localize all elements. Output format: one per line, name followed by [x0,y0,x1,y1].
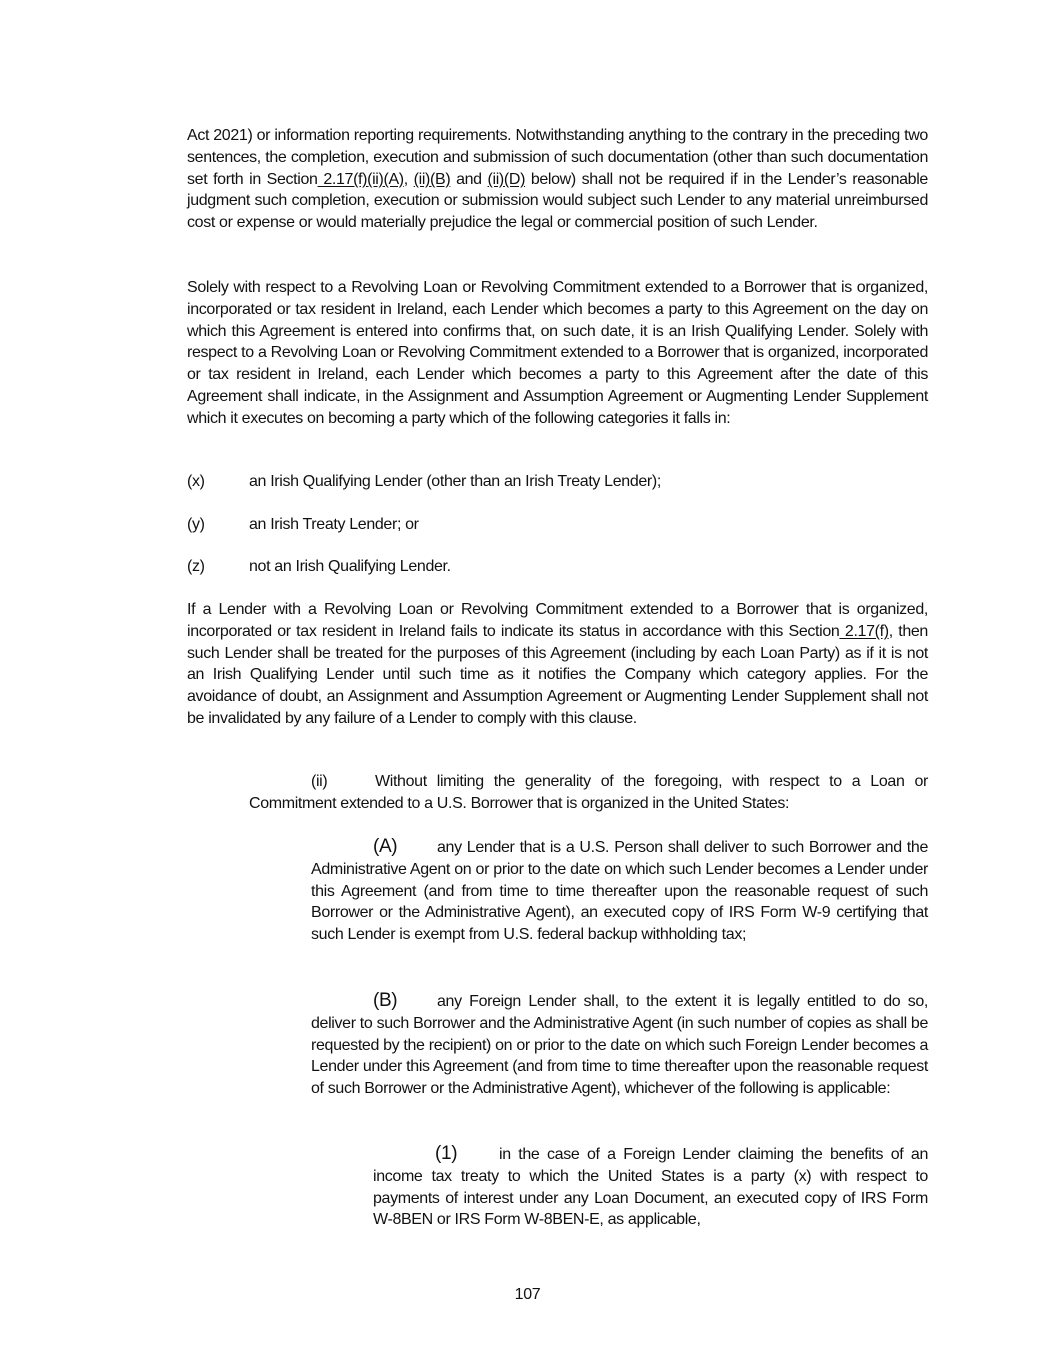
section-reference: (ii)(B) [413,170,451,188]
list-text: an Irish Treaty Lender; or [249,516,419,533]
list-text: not an Irish Qualifying Lender. [249,558,451,575]
clause-text: in the case of a Foreign Lender claiming the benefits of an income tax treaty to which the United States is a party (x) with respect to payments of interest under any Loan Document, an executed copy of IRS Form W-8BEN or IRS Form W-8BEN-E, as applicable, [373,1146,928,1229]
clause-A [311,836,928,946]
separator: , [403,170,414,188]
paragraph-text: Act 2021) or information reporting requirements. Notwithstanding anything to the contrary in the preceding two sentences, the completion, execution and submission of such documentation (other than such documentation set forth in Section [187,127,928,188]
section-reference: 2.17(f) [839,622,889,640]
paragraph-text: , then such Lender shall be treated for the purposes of this Agreement (including by each Loan Party) as if it is not an Irish Qualifying Lender until such time as it notifies the Company which category applies. For the avoidance of doubt, an Assignment and Assumption Agreement or Augmenting Lender Supplement shall not be invalidated by any failure of a Lender to comply with this clause. [187,622,928,727]
clause-label: (ii) [311,773,328,790]
clause-label: (B) [373,990,398,1011]
clause-B [311,990,928,1100]
clause-ii [249,771,928,815]
list-marker: (z) [187,558,205,575]
paragraph-irish-lender: Solely with respect to a Revolving Loan or Revolving Commitment extended to a Borrower that is organized, incorporated or tax resident in Ireland, each Lender which becomes a party to this Agreement on the day on which this Agreement is entered into confirms that, on such date, it is an Irish Qualifying Lender. Solely with respect to a Revolving Loan or Revolving Commitment extended to a Borrower that is organized, incorporated or tax resident in Ireland, each Lender which becomes a party to this Agreement after the date of this Agreement shall indicate, in the Assignment and Assumption Agreement or Augmenting Lender Supplement which it executes on becoming a party which of the following categories it falls in: [187,279,928,427]
list-marker: (y) [187,516,205,533]
paragraph-reporting-requirements [187,125,928,234]
clause-1 [373,1143,928,1231]
clause-text: any Lender that is a U.S. Person shall deliver to such Borrower and the Administrative Agent on or prior to the date on which such Lender becomes a Lender under this Agreement (and from time to time thereafter upon the reasonable request of such Borrower or the Administrative Agent), an executed copy of IRS Form W-9 certifying that such Lender is exempt from U.S. federal backup withholding tax; [311,839,928,944]
clause-text: Without limiting the generality of the foregoing, with respect to a Loan or Commitment extended to a U.S. Borrower that is organized in the United States: [249,773,928,812]
paragraph-text: If a Lender with a Revolving Loan or Revolving Commitment extended to a Borrower that is organized, incorporated or tax resident in Ireland fails to indicate its status in accordance with this Section [187,601,928,640]
clause-text: any Foreign Lender shall, to the extent it is legally entitled to do so, deliver to such Borrower and the Administrative Agent (in such number of copies as shall be requested by the recipient) on or prior to the date on which such Foreign Lender becomes a Lender under this Agreement (and from time to time thereafter upon the reasonable request of such Borrower or the Administrative Agent), whichever of the following is applicable: [311,993,928,1098]
list-marker: (x) [187,473,205,490]
paragraph-status-indication [187,599,928,730]
paragraph-text: below) shall not be required if in the Lender’s reasonable judgment such completion, execution or submission would subject such Lender to any material unreimbursed cost or expense or would materially prejudice the legal or commercial position of such Lender. [187,170,928,232]
list-text: an Irish Qualifying Lender (other than an Irish Treaty Lender); [249,473,661,490]
section-reference: (ii)(D) [487,170,526,188]
page-number: 107 [514,1286,541,1303]
section-reference: 2.17(f)(ii)(A) [317,170,404,188]
separator: and [450,170,488,188]
clause-label: (1) [435,1143,458,1164]
clause-label: (A) [373,836,398,857]
